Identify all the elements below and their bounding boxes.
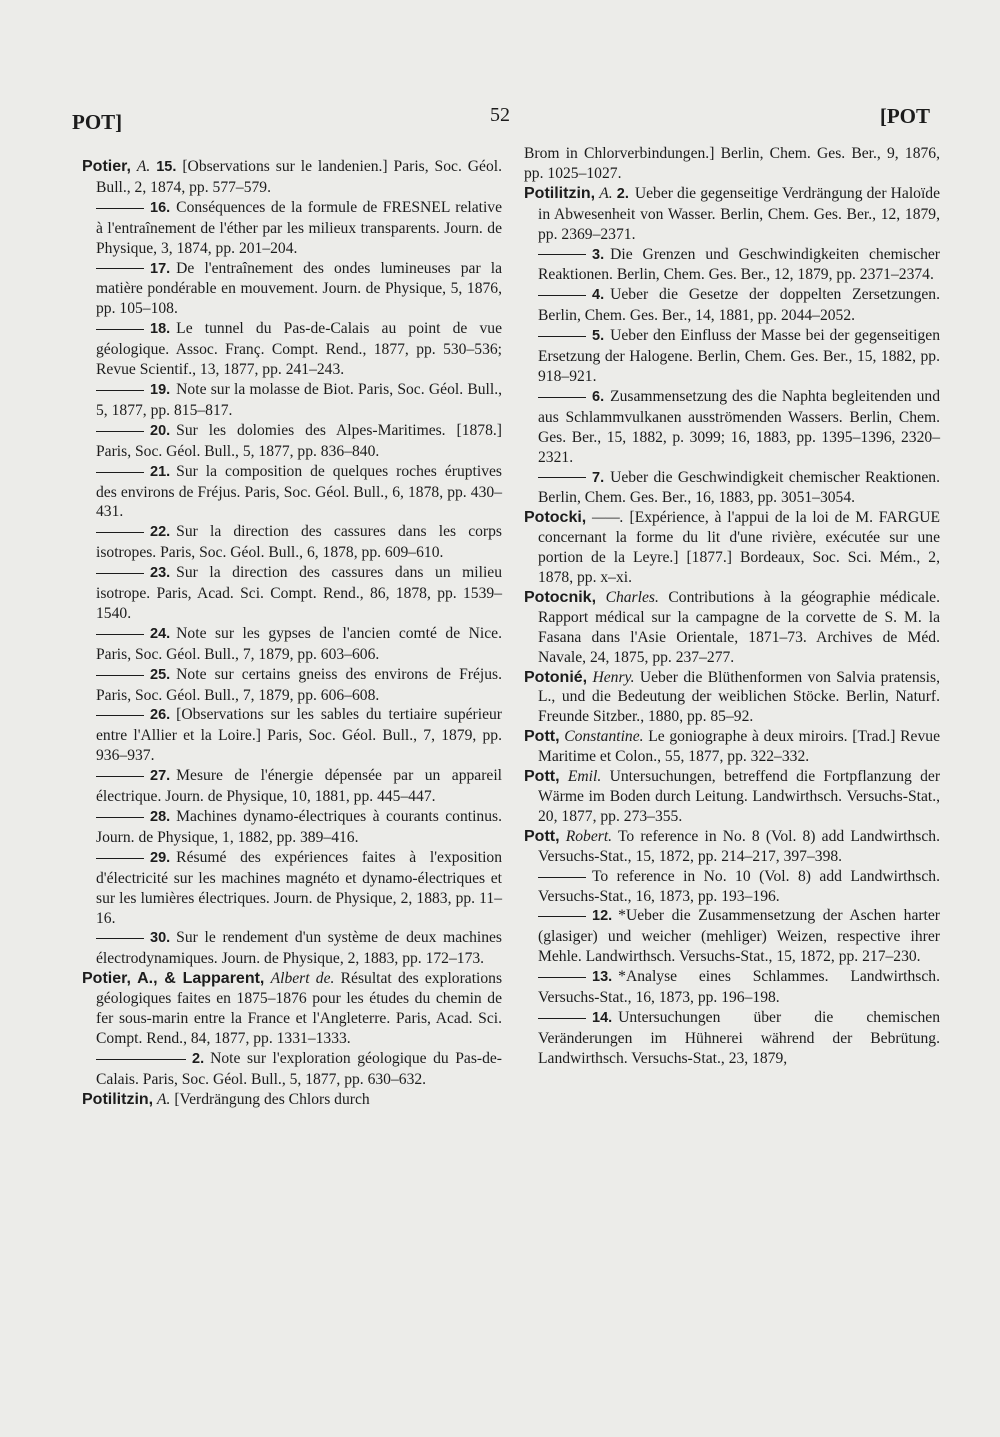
entry-number: 3. [592, 246, 605, 263]
ditto-rule [96, 1059, 186, 1060]
entry-number: 4. [592, 287, 605, 304]
ditto-rule [538, 336, 586, 337]
entry-text: Mesure de l'énergie dépensée par un appareil électrique. Journ. de Physique, 10, 1881, pp. 445–447. [96, 767, 502, 806]
bib-subentry [82, 563, 502, 624]
bib-subentry [82, 807, 502, 848]
entry-text: Résultat des explorations géologiques faites en 1875–1876 pour les études du chemin de fer sous-marin entre la France et l'Angleterre. Paris, Acad. Sci. Compt. Rend., 84, 1877, pp. 1331–1333. [96, 970, 503, 1047]
author-name: Potocki, [524, 509, 587, 527]
bib-subentry [82, 522, 502, 563]
entry-number: 19. [150, 381, 171, 398]
entry-text: Sur la direction des cassures dans un milieu isotrope. Paris, Acad. Sci. Compt. Rend., 86, 1878, pp. 1539–1540. [96, 564, 502, 622]
bib-subentry [524, 387, 940, 468]
ditto-rule [96, 817, 144, 818]
entry-text: Note sur certains gneiss des environs de Fréjus. Paris, Soc. Géol. Bull., 7, 1879, pp. 606–608. [96, 665, 502, 704]
ditto-rule [96, 715, 144, 716]
author-given-name: A. [157, 1090, 171, 1108]
entry-text: Sur la direction des cassures dans les corps isotropes. Paris, Soc. Géol. Bull., 6, 1878, pp. 609–610. [96, 523, 502, 562]
entry-text: Le tunnel du Pas-de-Calais au point de vue géologique. Assoc. Franç. Compt. Rend., 1877, pp. 530–536; Revue Scientif., 13, 1877, pp. 241–243. [96, 320, 502, 379]
ditto-rule [96, 776, 144, 777]
entry-text: [Observations sur les sables du tertiaire supérieur entre l'Allier et la Loire.] Paris, Soc. Géol. Bull., 7, 1879, pp. 936–937. [96, 706, 502, 765]
entry-text: Note sur l'exploration géologique du Pas-de-Calais. Paris, Soc. Géol. Bull., 5, 1877, pp. 630–632. [96, 1049, 502, 1088]
bib-entry [524, 508, 940, 588]
entry-text: Note sur les gypses de l'ancien comté de Nice. Paris, Soc. Géol. Bull., 7, 1879, pp. 603–606. [96, 624, 502, 663]
entry-text: Résumé des expériences faites à l'exposition d'électricité sur les machines magnéto et dynamo-électriques et sur les lumières électriques. Journ. de Physique, 2, 1883, pp. 11–16. [96, 848, 502, 927]
ditto-rule [96, 532, 144, 533]
entry-text: Sur les dolomies des Alpes-Maritimes. [1878.] Paris, Soc. Géol. Bull., 5, 1877, pp. 836–840. [96, 421, 502, 460]
bib-entry [82, 1090, 502, 1110]
entry-number: 6. [592, 388, 605, 405]
bib-subentry [82, 380, 502, 421]
entry-number: 18. [150, 321, 171, 338]
bib-entry [524, 668, 940, 728]
bib-subentry [524, 326, 940, 387]
entry-text: Contributions à la géographie médicale. Rapport médical sur la campagne de la corvette de S. M. la Fasana dans l'Asie Orientale, 1871–73. Archives de Méd. Navale, 24, 1875, pp. 237–277. [538, 588, 940, 666]
bib-subentry [82, 1049, 502, 1090]
entry-number: 16. [150, 199, 171, 216]
bib-subentry [524, 245, 940, 286]
bib-subentry [82, 259, 502, 320]
bib-subentry [82, 198, 502, 259]
bib-subentry [82, 624, 502, 665]
ditto-rule [538, 977, 586, 978]
ditto-rule [96, 634, 144, 635]
ditto-rule [538, 254, 586, 255]
entry-number: 25. [150, 666, 171, 683]
bib-continuation [524, 144, 940, 184]
entry-number: 30. [150, 930, 171, 947]
entry-text: To reference in No. 8 (Vol. 8) add Landwirthsch. Versuchs-Stat., 15, 1872, pp. 214–217, 397–398. [538, 827, 940, 865]
ditto-rule [538, 295, 586, 296]
author-name: Potocnik, [524, 588, 597, 606]
entry-text: Untersuchungen über die chemischen Veränderungen im Hühnerei während der Bebrütung. Landwirthsch. Versuchs-Stat., 23, 1879, [538, 1008, 940, 1067]
bib-subentry [82, 462, 502, 523]
entry-number: 17. [150, 260, 171, 277]
author-name: Pott, [524, 768, 560, 786]
ditto-rule [538, 1018, 586, 1019]
left-column [82, 157, 502, 1110]
author-name: Potonié, [524, 668, 588, 686]
author-given-name: Charles. [605, 588, 659, 606]
entry-text: *Ueber die Zusammensetzung der Aschen harter (glasiger) und weicher (mehliger) Weizen, respective ihrer Mehle. Landwirthsch. Versuchs-Stat., 15, 1872, pp. 217–230. [538, 907, 940, 966]
bib-subentry [82, 665, 502, 706]
entry-number: 7. [592, 469, 605, 486]
entry-text: Conséquences de la formule de FRESNEL relative à l'entraînement de l'éther par les milieux transparents. Journ. de Physique, 3, 1874, pp. 201–204. [96, 198, 502, 257]
entry-number: 28. [150, 809, 171, 825]
ditto-rule [96, 431, 144, 432]
page-number: 52 [490, 104, 510, 126]
entry-number: 20. [150, 422, 171, 439]
bib-entry [524, 588, 940, 668]
header-left: POT] [72, 110, 123, 134]
bib-subentry [82, 766, 502, 807]
bib-subentry [524, 967, 940, 1008]
bib-subentry [82, 848, 502, 929]
bib-entry [82, 969, 502, 1049]
ditto-rule [96, 472, 144, 473]
author-name: Pott, [524, 728, 560, 746]
entry-number: 5. [592, 328, 605, 345]
ditto-rule [96, 573, 144, 574]
bib-subentry [82, 928, 502, 969]
ditto-rule [538, 877, 586, 878]
entry-text: [Observations sur le landenien.] Paris, Soc. Géol. Bull., 2, 1874, pp. 577–579. [96, 158, 502, 196]
header-right: [POT [879, 104, 930, 128]
bib-entry [82, 157, 502, 198]
author-given-name: ——. [592, 509, 624, 527]
bib-subentry [82, 319, 502, 380]
entry-text: Ueber den Einfluss der Masse bei der gegenseitigen Ersetzung der Halogene. Berlin, Chem. Ges. Ber., 15, 1882, pp. 918–921. [538, 327, 940, 385]
author-given-name: Emil. [567, 768, 602, 786]
ditto-rule [538, 397, 586, 398]
bib-subentry [524, 867, 940, 907]
entry-number: 27. [150, 768, 171, 785]
entry-text: Machines dynamo-électriques à courants continus. Journ. de Physique, 1, 1882, pp. 389–416. [96, 808, 502, 846]
bib-entry [524, 767, 940, 827]
entry-text: Ueber die Gesetze der doppelten Zersetzungen. Berlin, Chem. Ges. Ber., 14, 1881, pp. 2044–2052. [538, 286, 940, 325]
author-given-name: Albert de. [270, 970, 335, 988]
author-name: Potier, A., & Lapparent, [82, 970, 265, 988]
running-head [72, 104, 930, 138]
entry-text: Sur la composition de quelques roches éruptives des environs de Fréjus. Paris, Soc. Géol. Bull., 6, 1878, pp. 430–431. [96, 462, 502, 521]
entry-text: Le goniographe à deux miroirs. [Trad.] Revue Maritime et Colon., 55, 1877, pp. 322–332. [538, 728, 940, 766]
bib-entry [524, 184, 940, 245]
entry-text: *Analyse eines Schlammes. Landwirthsch. Versuchs-Stat., 16, 1873, pp. 196–198. [538, 968, 940, 1007]
entry-number: 15. [156, 159, 177, 175]
bib-subentry [524, 468, 940, 509]
entry-number: 26. [150, 707, 171, 724]
entry-number: 21. [150, 463, 171, 480]
ditto-rule [96, 329, 144, 330]
bib-subentry [524, 906, 940, 967]
entry-text: [Expérience, à l'appui de la loi de M. FARGUE concernant la forme du lit d'une rivière, exécutée sur une portion de la Leyre.] [1877.] Bordeaux, Soc. Sci. Mém., 2, 1878, pp. x–xi. [538, 509, 940, 587]
bib-subentry [82, 421, 502, 462]
entry-number: 22. [150, 524, 171, 541]
entry-text: Brom in Chlorverbindungen.] Berlin, Chem. Ges. Ber., 9, 1876, pp. 1025–1027. [524, 145, 940, 182]
entry-text: De l'entraînement des ondes lumineuses par la matière pondérable en mouvement. Journ. de Physique, 5, 1876, pp. 105–108. [96, 259, 502, 318]
author-given-name: Robert. [565, 827, 613, 845]
entry-text: Die Grenzen und Geschwindigkeiten chemischer Reaktionen. Berlin, Chem. Ges. Ber., 12, 1879, pp. 2371–2374. [538, 245, 940, 284]
entry-text: Ueber die Blüthenformen von Salvia pratensis, L., und die Bedeutung der weiblichen Stöcke. Berlin, Naturf. Freunde Sitzber., 1880, pp. 85–92. [538, 668, 940, 726]
ditto-rule [538, 916, 586, 917]
entry-text: Sur le rendement d'un système de deux machines électrodynamiques. Journ. de Physique, 2, 1883, pp. 172–173. [96, 929, 502, 968]
bib-entry [524, 727, 940, 767]
entry-text: Note sur la molasse de Biot. Paris, Soc. Géol. Bull., 5, 1877, pp. 815–817. [96, 380, 502, 419]
bib-entry [524, 827, 940, 867]
entry-text: To reference in No. 10 (Vol. 8) add Landwirthsch. Versuchs-Stat., 16, 1873, pp. 193–196. [538, 867, 940, 905]
ditto-rule [96, 268, 144, 269]
ditto-rule [96, 858, 144, 859]
author-name: Potilitzin, [82, 1090, 154, 1108]
entry-number: 2. [616, 185, 629, 202]
entry-number: 14. [592, 1009, 613, 1026]
author-given-name: Constantine. [564, 728, 644, 746]
author-name: Pott, [524, 827, 560, 845]
entry-number: 13. [592, 969, 613, 986]
entry-number: 23. [150, 565, 171, 582]
ditto-rule [96, 938, 144, 939]
author-given-name: A. [136, 158, 151, 175]
ditto-rule [96, 208, 144, 209]
ditto-rule [96, 675, 144, 676]
entry-text: Zusammensetzung des die Naphta begleitenden und aus Schlammvulkanen ausströmenden Wassers. Berlin, Chem. Ges. Ber., 15, 1882, p. 3099; 16, 1883, pp. 1395–1396, 2320–2321. [538, 387, 940, 466]
author-name: Potilitzin, [524, 184, 596, 202]
ditto-rule [538, 477, 586, 478]
author-given-name: A. [599, 184, 613, 202]
entry-text: Ueber die Geschwindigkeit chemischer Reaktionen. Berlin, Chem. Ges. Ber., 16, 1883, pp. 3051–3054. [538, 468, 940, 507]
entry-number: 24. [150, 625, 171, 642]
entry-text: Ueber die gegenseitige Verdrängung der Haloïde in Abwesenheit von Wasser. Berlin, Chem. Ges. Ber., 12, 1879, pp. 2369–2371. [538, 184, 940, 243]
entry-number: 2. [192, 1050, 205, 1067]
right-column [524, 144, 940, 1069]
author-given-name: Henry. [592, 668, 635, 686]
bib-subentry [524, 285, 940, 326]
entry-number: 12. [592, 908, 613, 925]
bib-subentry [524, 1008, 940, 1069]
bib-subentry [82, 705, 502, 766]
ditto-rule [96, 390, 144, 391]
entry-text: [Verdrängung des Chlors durch [174, 1090, 370, 1108]
entry-text: Untersuchungen, betreffend die Fortpflanzung der Wärme im Boden durch Leitung. Landwirthsch. Versuchs-Stat., 20, 1877, pp. 273–355. [538, 768, 941, 825]
entry-number: 29. [150, 849, 171, 866]
author-name: Potier, [82, 158, 131, 175]
